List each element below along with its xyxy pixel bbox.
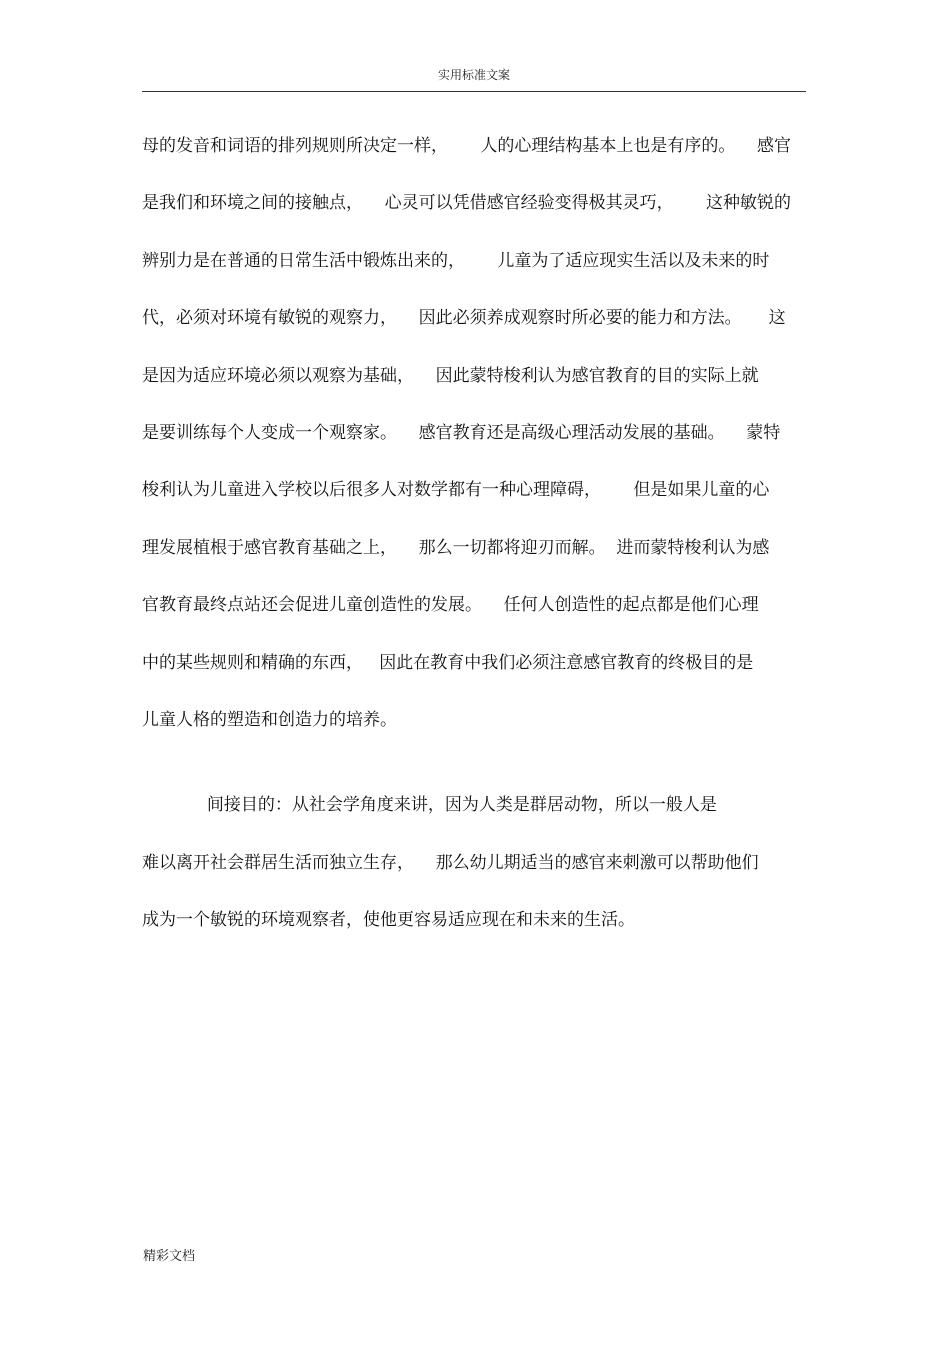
text-line: 母的发音和词语的排列规则所决定一样， 人的心理结构基本上也是有序的。 感官 (142, 136, 792, 156)
text-line: 代，必须对环境有敏锐的观察力， 因此必须养成观察时所必要的能力和方法。 这 (142, 308, 786, 329)
text-line: 是因为适应环境必须以观察为基础， 因此蒙特梭利认为感官教育的目的实际上就 (142, 365, 759, 386)
paragraph (142, 777, 814, 949)
text-line: 中的某些规则和精确的东西， 因此在教育中我们必须注意感官教育的终极目的是 (142, 652, 754, 673)
paragraph (142, 118, 814, 749)
header-divider (142, 91, 806, 92)
page-footer: 精彩文档 (143, 1249, 196, 1264)
text-line: 官教育最终点站还会促进儿童创造性的发展。 任何人创造性的起点都是他们心理 (142, 595, 759, 616)
text-line: 是我们和环境之间的接触点， 心灵可以凭借感官经验变得极其灵巧， 这种敏锐的 (142, 193, 792, 214)
text-line: 间接目的：从社会学角度来讲，因为人类是群居动物，所以一般人是 (142, 795, 717, 816)
document-body (142, 118, 814, 950)
paragraph-gap (142, 749, 814, 777)
text-line: 梭利认为儿童进入学校以后很多人对数学都有一种心理障碍， 但是如果儿童的心 (142, 480, 770, 501)
text-line: 辨别力是在普通的日常生活中锻炼出来的， 儿童为了适应现实生活以及未来的时 (142, 250, 770, 271)
text-line: 理发展植根于感官教育基础之上， 那么一切都将迎刃而解。 进而蒙特梭利认为感 (142, 537, 770, 558)
page-header: 实用标准文案 (437, 68, 510, 82)
text-line: 成为一个敏锐的环境观察者，使他更容易适应现在和未来的生活。 (142, 910, 635, 931)
text-line: 是要训练每个人变成一个观察家。 感官教育还是高级心理活动发展的基础。 蒙特 (142, 423, 781, 444)
text-line: 难以离开社会群居生活而独立生存， 那么幼儿期适当的感官来刺激可以帮助他们 (142, 852, 759, 873)
text-line: 儿童人格的塑造和创造力的培养。 (142, 710, 397, 731)
